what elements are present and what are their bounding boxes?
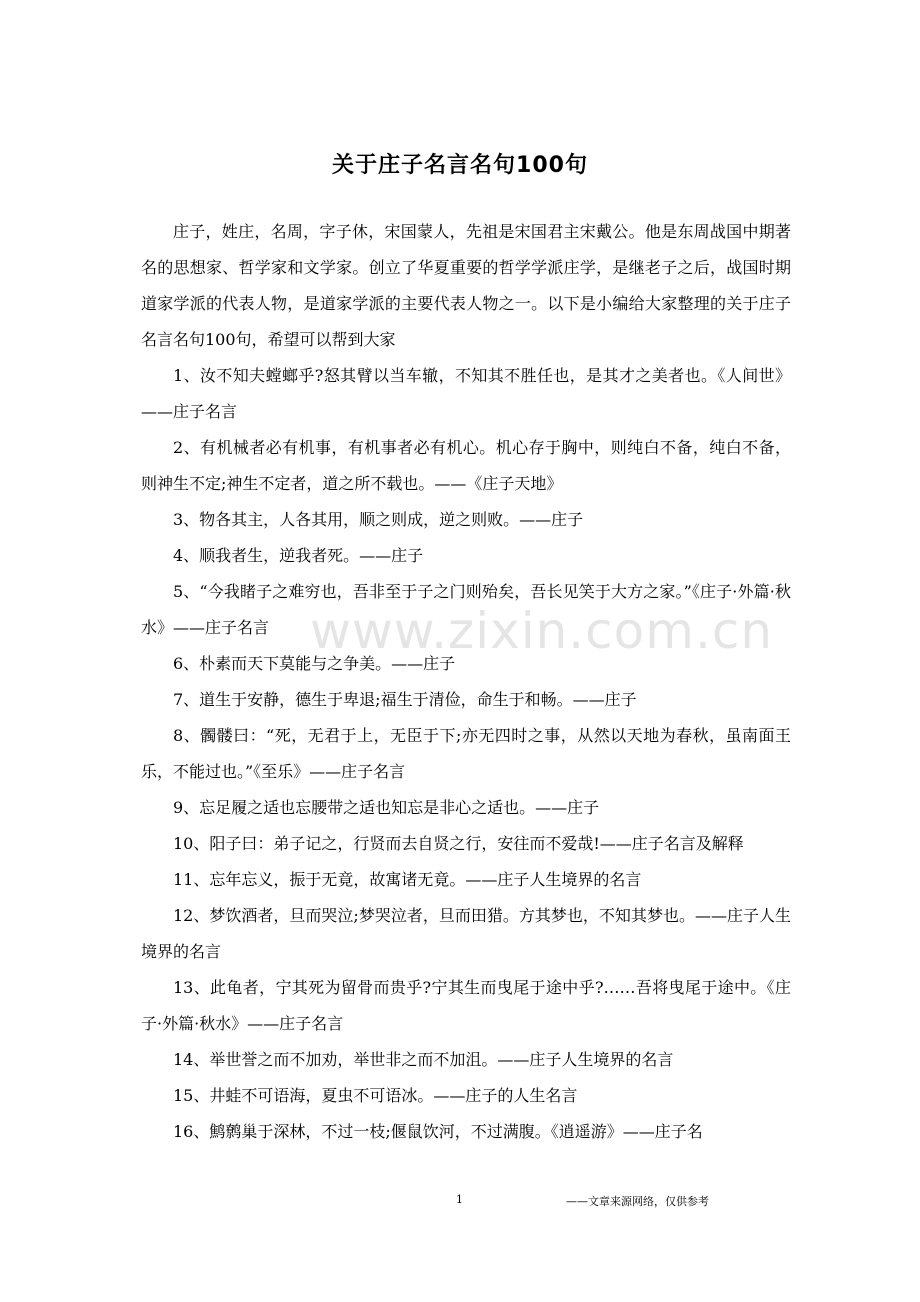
quote-paragraph: 14、举世誉之而不加劝，举世非之而不加沮。——庄子人生境界的名言 [173, 1050, 674, 1069]
quote-paragraph: 7、道生于安静，德生于卑退;福生于清俭，命生于和畅。——庄子 [173, 690, 637, 709]
quote-paragraph: 8、髑髅曰：“死，无君于上，无臣于下;亦无四时之事，从然以天地为春秋，虽南面王乐，不能过也。”《至乐》——庄子名言 [141, 726, 791, 781]
quote-paragraph: 1、汝不知夫螳螂乎?怒其臂以当车辙，不知其不胜任也，是其才之美者也。《人间世》——庄子名言 [141, 366, 791, 421]
watermark: www.zixin.com.cn [310, 602, 774, 660]
quote-paragraph: 13、此龟者，宁其死为留骨而贵乎?宁其生而曳尾于途中乎?……吾将曳尾于途中。《庄子·外篇·秋水》——庄子名言 [141, 978, 791, 1033]
quote-paragraph: 12、梦饮酒者，旦而哭泣;梦哭泣者，旦而田猎。方其梦也，不知其梦也。——庄子人生境界的名言 [141, 906, 791, 961]
quote-paragraph: 11、忘年忘义，振于无竟，故寓诸无竟。——庄子人生境界的名言 [173, 870, 642, 889]
quote-paragraph: 2、有机械者必有机事，有机事者必有机心。机心存于胸中，则纯白不备，纯白不备，则神生不定;神生不定者，道之所不载也。——《庄子天地》 [141, 438, 791, 493]
footer-note: ——文章来源网络，仅供参考 [566, 1195, 709, 1208]
intro-paragraph: 庄子，姓庄，名周，字子休，宋国蒙人，先祖是宋国君主宋戴公。他是东周战国中期著名的思想家、哲学家和文学家。创立了华夏重要的哲学学派庄学，是继老子之后，战国时期道家学派的代表人物，是道家学派的主要代表人物之一。以下是小编给大家整理的关于庄子名言名句100句，希望可以帮到大家 [141, 222, 791, 349]
document-title: 关于庄子名言名句100句 [332, 153, 588, 178]
quote-paragraph: 3、物各其主，人各其用，顺之则成，逆之则败。——庄子 [173, 510, 584, 529]
quote-paragraph: 4、顺我者生，逆我者死。——庄子 [173, 546, 424, 565]
quote-paragraph: 6、朴素而天下莫能与之争美。——庄子 [173, 654, 456, 673]
quote-paragraph: 5、“今我睹子之难穷也，吾非至于子之门则殆矣，吾长见笑于大方之家。”《庄子·外篇·秋水》——庄子名言 [141, 582, 791, 637]
document-body [141, 214, 791, 1150]
page-number: 1 [456, 1193, 463, 1206]
quote-paragraph: 15、井蛙不可语海，夏虫不可语冰。——庄子的人生名言 [173, 1086, 578, 1105]
quote-paragraph: 10、阳子曰：弟子记之，行贤而去自贤之行，安往而不爱哉!——庄子名言及解释 [173, 834, 744, 853]
quote-paragraph: 9、忘足履之适也忘腰带之适也知忘是非心之适也。——庄子 [173, 798, 600, 817]
quote-paragraph: 16、鹪鹩巢于深林，不过一枝;偃鼠饮河，不过满腹。《逍遥游》——庄子名 [173, 1122, 703, 1141]
